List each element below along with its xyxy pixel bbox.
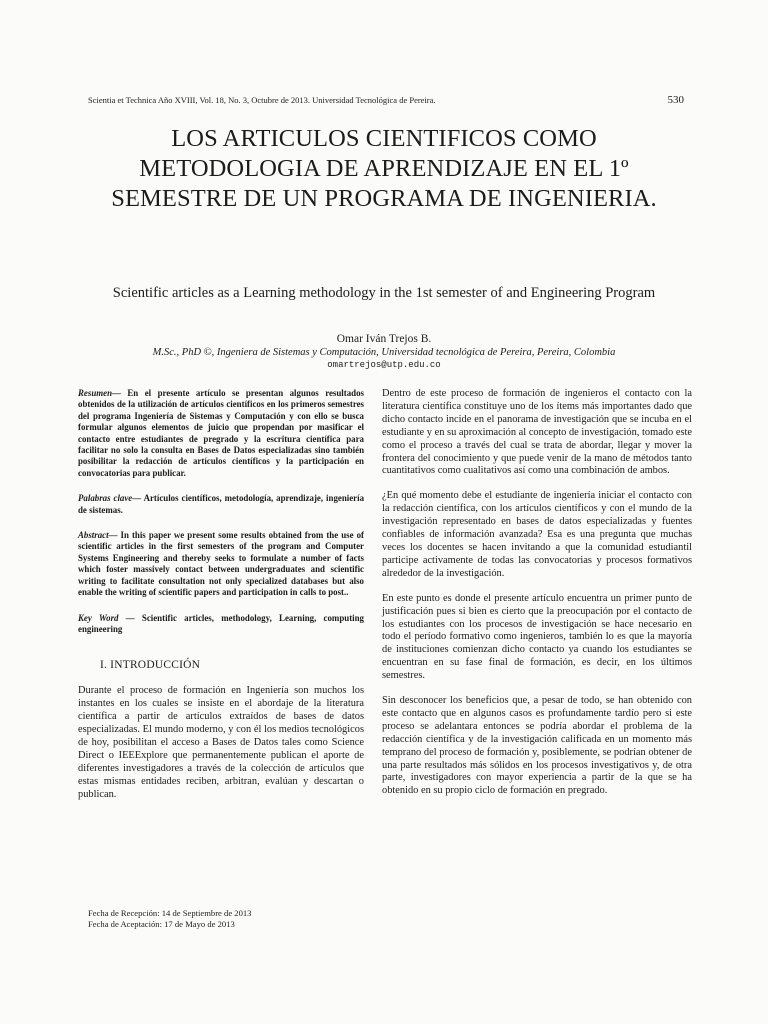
running-header: [88, 94, 684, 106]
fecha-recepcion: Fecha de Recepción: 14 de Septiembre de 2013: [88, 908, 252, 918]
footnote-dates: [88, 908, 368, 929]
paper-title: LOS ARTICULOS CIENTIFICOS COMO METODOLOGIA DE APRENDIZAJE EN EL 1º SEMESTRE DE UN PROGRAMA DE INGENIERIA.: [111, 125, 657, 212]
resumen-paragraph: [78, 388, 364, 479]
body-paragraph: En este punto es donde el presente artículo encuentra un primer punto de justificación pues si bien es cierto que la preocupación por el contacto de los estudiantes con los procesos de investigación se hace necesario en todo el período formativo como ingenieros, también lo es que la mayoría de instituciones comienzan dicho contacto ya cuando los estudiantes se encuentran en su fase final de formación, es decir, en los últimos semestres.: [382, 592, 692, 682]
fecha-aceptacion: Fecha de Aceptación: 17 de Mayo de 2013: [88, 918, 235, 929]
palabras-clave-label: Palabras clave—: [78, 493, 142, 504]
palabras-clave-text: Artículos científicos, metodología, aprendizaje, ingeniería de sistemas.: [78, 493, 365, 515]
keywords-text: Scientific articles, methodology, Learning, computing engineering: [78, 612, 364, 634]
paper-subtitle: Scientific articles as a Learning methodology in the 1st semester of and Engineering Program: [112, 285, 656, 301]
resumen-text: En el presente artículo se presentan algunos resultados obtenidos de la utilización de artículos científicos en los primeros semestres del programa Ingeniería de Sistemas y Computación y con ello se busca formular algunos elementos de juicio que propendan por masificar el contacto entre estudiantes de pregrado y la escritura científica para facilitar no solo la consulta en Bases de Datos especializadas sino también posibilitar la redacción de artículos científicos y la participación en convocatorias para publicar.: [78, 388, 364, 478]
palabras-clave-paragraph: [78, 493, 364, 516]
left-column: [78, 388, 364, 801]
abstract-text: In this paper we present some results obtained from the use of scientific articles in the first semesters of the program and Computer Systems Engineering and thereby seeks to formulate a number of facts which foster massively contact between undergraduates and scientific writing to facilitate consultation not only specialized databases but also enable the writing of scientific papers and participation in calls to post..: [78, 530, 364, 598]
section-heading-introduccion: I. INTRODUCCIÓN: [100, 659, 201, 672]
abstract-label: Abstract—: [78, 530, 118, 541]
resumen-label: Resumen—: [78, 388, 121, 398]
keywords-label: Key Word —: [78, 612, 135, 623]
right-column: [382, 388, 692, 810]
body-paragraph: ¿En qué momento debe el estudiante de ingeniería iniciar el contacto con la redacción científica, con los artículos científicos y con el mundo de la investigación representado en bases de datos especializadas y fuentes confiables de información avanzada? Esa es una pregunta que muchas veces los docentes se hacen invitando a que la comunidad estudiantil participe activamente de todas las convocatorias y procesos formativos alrededor de la investigación.: [382, 490, 692, 579]
body-paragraph: Sin desconocer los beneficios que, a pesar de todo, se han obtenido con este contacto que en algunos casos es profundamente tardío pero si este proceso se adelantara entonces se podría abordar el problema de la redacción científica y de la investigación calificada en un momento más temprano del proceso de formación y, posiblemente, se podrían obtener de una parte resultados más sólidos en los procesos investigativos y, de otra parte, investigadores con mayor experiencia a partir de la que se ha obtenido en su propio ciclo de formación en pregrado.: [382, 695, 692, 797]
intro-paragraph: Durante el proceso de formación en Ingeniería son muchos los instantes en los cuales se insiste en el abordaje de la literatura científica a partir de artículos extraídos de bases de datos especializadas. El mundo moderno, y con él los medios tecnológicos de hoy, posibilitan el acceso a Bases de Datos tales como Science Direct o IEEExplore que permanentemente publican el aporte de diferentes investigadores a través de la colección de artículos que estas mismas entidades reciben, arbitran, evalúan y descartan o publican.: [78, 685, 364, 800]
journal-citation: Scientia et Technica Año XVIII, Vol. 18, No. 3, Octubre de 2013. Universidad Tecnológica de Pereira.: [88, 95, 436, 105]
page-number: 530: [667, 94, 684, 106]
author-name: Omar Iván Trejos B.: [336, 333, 432, 345]
keywords-paragraph: [78, 613, 364, 636]
body-paragraph: Dentro de este proceso de formación de ingenieros el contacto con la literatura científica constituye uno de los ítems más importantes dado que dicho contacto incide en el panorama de investigación que se incuba en el estudiante y en su aproximación al concepto de investigación, tomado este como el proceso a través del cual se trata de abordar, llegar y mover la frontera del conocimiento y que puede venir de la mano de métodos tanto cuantitativos como cualitativos así como una combinación de ambos.: [382, 388, 692, 477]
abstract-paragraph: [78, 530, 364, 598]
author-email: omartrejos@utp.edu.co: [327, 360, 441, 370]
author-affiliation: M.Sc., PhD ©, Ingeniera de Sistemas y Computación, Universidad tecnológica de Pereira, Pereira, Colombia: [152, 347, 616, 358]
